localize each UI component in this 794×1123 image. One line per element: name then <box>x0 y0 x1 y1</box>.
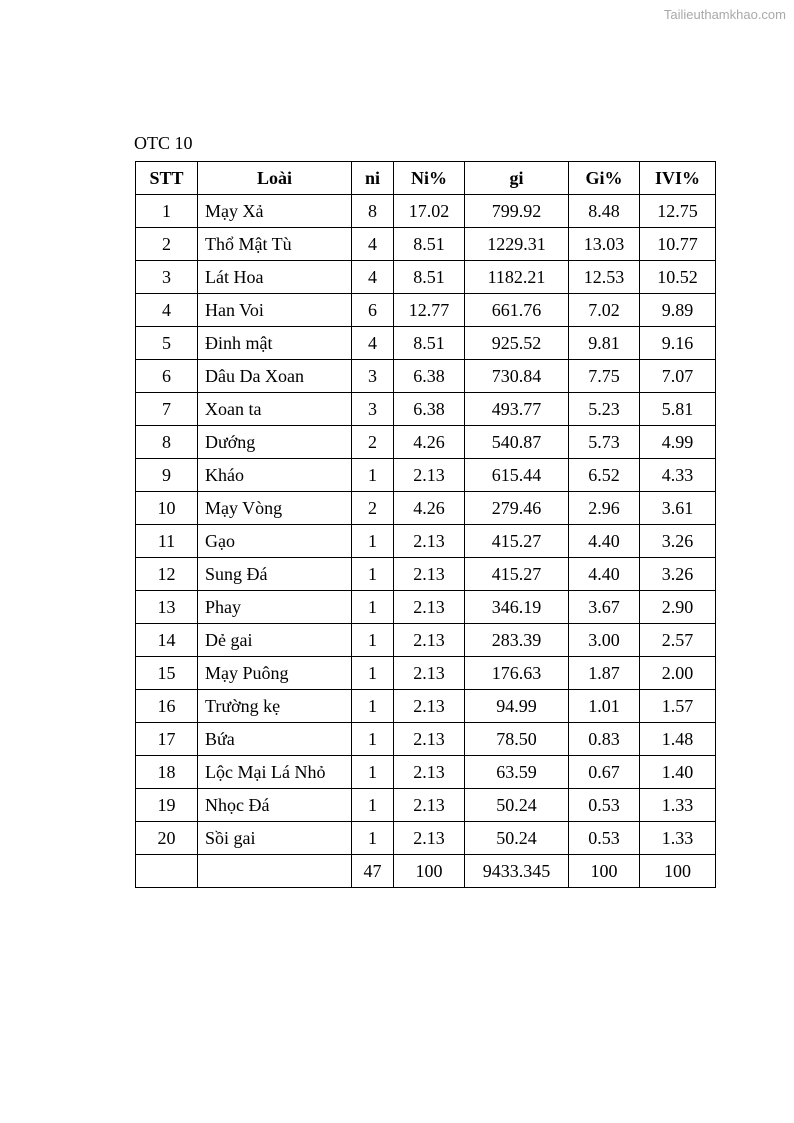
cell-ni-percent: 2.13 <box>394 822 465 855</box>
header-gi: gi <box>465 162 569 195</box>
table-row <box>136 360 716 393</box>
total-row <box>136 855 716 888</box>
cell-stt: 13 <box>136 591 198 624</box>
cell-gi: 63.59 <box>465 756 569 789</box>
cell-species: Kháo <box>198 459 352 492</box>
total-cell-ni: 47 <box>352 855 394 888</box>
cell-gi-percent: 0.53 <box>569 822 640 855</box>
cell-gi: 94.99 <box>465 690 569 723</box>
table-row <box>136 558 716 591</box>
cell-ivi-percent: 1.33 <box>640 789 716 822</box>
cell-ni: 1 <box>352 525 394 558</box>
table-row <box>136 294 716 327</box>
cell-species: Mạy Puông <box>198 657 352 690</box>
cell-species: Đinh mật <box>198 327 352 360</box>
cell-ivi-percent: 1.40 <box>640 756 716 789</box>
cell-gi-percent: 7.75 <box>569 360 640 393</box>
cell-gi: 176.63 <box>465 657 569 690</box>
cell-ivi-percent: 5.81 <box>640 393 716 426</box>
cell-ni: 4 <box>352 261 394 294</box>
cell-gi: 415.27 <box>465 558 569 591</box>
cell-species: Gạo <box>198 525 352 558</box>
cell-ivi-percent: 10.77 <box>640 228 716 261</box>
cell-stt: 17 <box>136 723 198 756</box>
cell-ni: 8 <box>352 195 394 228</box>
cell-gi: 283.39 <box>465 624 569 657</box>
header-ni-percent: Ni% <box>394 162 465 195</box>
cell-ni: 1 <box>352 558 394 591</box>
cell-gi-percent: 9.81 <box>569 327 640 360</box>
cell-gi-percent: 5.23 <box>569 393 640 426</box>
table-row <box>136 393 716 426</box>
cell-stt: 4 <box>136 294 198 327</box>
cell-ivi-percent: 9.89 <box>640 294 716 327</box>
cell-gi-percent: 1.87 <box>569 657 640 690</box>
cell-gi-percent: 0.67 <box>569 756 640 789</box>
cell-gi: 925.52 <box>465 327 569 360</box>
cell-species: Dẻ gai <box>198 624 352 657</box>
cell-species: Thổ Mật Tù <box>198 228 352 261</box>
cell-species: Dướng <box>198 426 352 459</box>
cell-ni-percent: 2.13 <box>394 690 465 723</box>
header-stt: STT <box>136 162 198 195</box>
table-row <box>136 426 716 459</box>
cell-ivi-percent: 9.16 <box>640 327 716 360</box>
cell-ni: 6 <box>352 294 394 327</box>
cell-gi-percent: 7.02 <box>569 294 640 327</box>
cell-gi: 50.24 <box>465 822 569 855</box>
cell-ni: 1 <box>352 789 394 822</box>
cell-stt: 1 <box>136 195 198 228</box>
cell-species: Lộc Mại Lá Nhỏ <box>198 756 352 789</box>
cell-stt: 15 <box>136 657 198 690</box>
cell-ivi-percent: 4.99 <box>640 426 716 459</box>
cell-species: Nhọc Đá <box>198 789 352 822</box>
cell-ni-percent: 8.51 <box>394 261 465 294</box>
header-ni: ni <box>352 162 394 195</box>
total-cell-species <box>198 855 352 888</box>
cell-stt: 20 <box>136 822 198 855</box>
cell-gi: 78.50 <box>465 723 569 756</box>
cell-gi: 346.19 <box>465 591 569 624</box>
cell-stt: 11 <box>136 525 198 558</box>
cell-ni: 1 <box>352 459 394 492</box>
header-row <box>136 162 716 195</box>
cell-ivi-percent: 3.61 <box>640 492 716 525</box>
cell-stt: 6 <box>136 360 198 393</box>
cell-ivi-percent: 10.52 <box>640 261 716 294</box>
cell-ivi-percent: 2.90 <box>640 591 716 624</box>
cell-gi-percent: 4.40 <box>569 558 640 591</box>
cell-gi: 615.44 <box>465 459 569 492</box>
cell-ni: 4 <box>352 327 394 360</box>
cell-gi: 730.84 <box>465 360 569 393</box>
cell-ivi-percent: 3.26 <box>640 558 716 591</box>
cell-ni-percent: 17.02 <box>394 195 465 228</box>
cell-ni-percent: 2.13 <box>394 525 465 558</box>
header-gi-percent: Gi% <box>569 162 640 195</box>
cell-ni-percent: 8.51 <box>394 327 465 360</box>
cell-gi-percent: 1.01 <box>569 690 640 723</box>
cell-stt: 12 <box>136 558 198 591</box>
cell-gi-percent: 13.03 <box>569 228 640 261</box>
cell-ivi-percent: 2.57 <box>640 624 716 657</box>
table-row <box>136 195 716 228</box>
cell-gi-percent: 3.00 <box>569 624 640 657</box>
total-cell-gi: 9433.345 <box>465 855 569 888</box>
total-cell-ni-percent: 100 <box>394 855 465 888</box>
cell-stt: 2 <box>136 228 198 261</box>
cell-ni-percent: 4.26 <box>394 492 465 525</box>
table-row <box>136 327 716 360</box>
cell-ni-percent: 6.38 <box>394 360 465 393</box>
table-row <box>136 228 716 261</box>
cell-stt: 14 <box>136 624 198 657</box>
cell-ni: 1 <box>352 591 394 624</box>
cell-ni: 1 <box>352 624 394 657</box>
cell-stt: 3 <box>136 261 198 294</box>
cell-ivi-percent: 12.75 <box>640 195 716 228</box>
cell-gi: 50.24 <box>465 789 569 822</box>
cell-ni-percent: 2.13 <box>394 756 465 789</box>
table-caption: OTC 10 <box>134 133 193 153</box>
table-row <box>136 789 716 822</box>
cell-ni-percent: 8.51 <box>394 228 465 261</box>
cell-gi: 493.77 <box>465 393 569 426</box>
table-row <box>136 525 716 558</box>
cell-ivi-percent: 1.48 <box>640 723 716 756</box>
cell-ivi-percent: 1.57 <box>640 690 716 723</box>
cell-stt: 10 <box>136 492 198 525</box>
cell-gi: 799.92 <box>465 195 569 228</box>
table-row <box>136 261 716 294</box>
total-cell-gi-percent: 100 <box>569 855 640 888</box>
cell-ni-percent: 2.13 <box>394 657 465 690</box>
total-cell-ivi-percent: 100 <box>640 855 716 888</box>
cell-ivi-percent: 3.26 <box>640 525 716 558</box>
cell-ni: 2 <box>352 492 394 525</box>
table-row <box>136 723 716 756</box>
total-cell-stt <box>136 855 198 888</box>
header-species: Loài <box>198 162 352 195</box>
table-row <box>136 591 716 624</box>
cell-ni-percent: 2.13 <box>394 558 465 591</box>
cell-ni: 1 <box>352 690 394 723</box>
table-row <box>136 459 716 492</box>
cell-gi: 1229.31 <box>465 228 569 261</box>
cell-species: Dâu Da Xoan <box>198 360 352 393</box>
cell-stt: 16 <box>136 690 198 723</box>
cell-gi: 1182.21 <box>465 261 569 294</box>
table-row <box>136 822 716 855</box>
species-table <box>135 161 716 888</box>
cell-ni-percent: 2.13 <box>394 624 465 657</box>
cell-species: Mạy Vòng <box>198 492 352 525</box>
cell-gi-percent: 0.83 <box>569 723 640 756</box>
cell-ivi-percent: 1.33 <box>640 822 716 855</box>
table-row <box>136 756 716 789</box>
cell-ni-percent: 2.13 <box>394 789 465 822</box>
cell-stt: 7 <box>136 393 198 426</box>
cell-ivi-percent: 4.33 <box>640 459 716 492</box>
table-row <box>136 624 716 657</box>
cell-ni: 3 <box>352 360 394 393</box>
cell-species: Trường kẹ <box>198 690 352 723</box>
cell-gi-percent: 5.73 <box>569 426 640 459</box>
cell-gi-percent: 4.40 <box>569 525 640 558</box>
cell-gi-percent: 3.67 <box>569 591 640 624</box>
cell-ni: 1 <box>352 822 394 855</box>
cell-stt: 9 <box>136 459 198 492</box>
cell-stt: 18 <box>136 756 198 789</box>
cell-species: Sồi gai <box>198 822 352 855</box>
cell-ni-percent: 2.13 <box>394 459 465 492</box>
cell-gi-percent: 6.52 <box>569 459 640 492</box>
cell-species: Sung Đá <box>198 558 352 591</box>
cell-species: Mạy Xả <box>198 195 352 228</box>
header-ivi-percent: IVI% <box>640 162 716 195</box>
cell-ni-percent: 2.13 <box>394 723 465 756</box>
cell-ni: 1 <box>352 756 394 789</box>
cell-gi: 279.46 <box>465 492 569 525</box>
watermark: Tailieuthamkhao.com <box>663 7 786 22</box>
cell-ni: 3 <box>352 393 394 426</box>
cell-gi: 661.76 <box>465 294 569 327</box>
cell-ni: 1 <box>352 657 394 690</box>
cell-gi-percent: 0.53 <box>569 789 640 822</box>
cell-ni: 1 <box>352 723 394 756</box>
cell-gi: 540.87 <box>465 426 569 459</box>
cell-ni-percent: 4.26 <box>394 426 465 459</box>
table-row <box>136 657 716 690</box>
cell-ni: 4 <box>352 228 394 261</box>
cell-gi-percent: 12.53 <box>569 261 640 294</box>
table-body <box>136 195 716 888</box>
cell-species: Bứa <box>198 723 352 756</box>
cell-ni: 2 <box>352 426 394 459</box>
cell-gi: 415.27 <box>465 525 569 558</box>
table-row <box>136 492 716 525</box>
cell-species: Lát Hoa <box>198 261 352 294</box>
cell-ni-percent: 6.38 <box>394 393 465 426</box>
cell-ivi-percent: 7.07 <box>640 360 716 393</box>
cell-stt: 19 <box>136 789 198 822</box>
cell-species: Xoan ta <box>198 393 352 426</box>
cell-stt: 8 <box>136 426 198 459</box>
cell-species: Han Voi <box>198 294 352 327</box>
cell-ni-percent: 12.77 <box>394 294 465 327</box>
cell-ivi-percent: 2.00 <box>640 657 716 690</box>
table-row <box>136 690 716 723</box>
cell-ni-percent: 2.13 <box>394 591 465 624</box>
cell-gi-percent: 8.48 <box>569 195 640 228</box>
cell-stt: 5 <box>136 327 198 360</box>
cell-gi-percent: 2.96 <box>569 492 640 525</box>
cell-species: Phay <box>198 591 352 624</box>
